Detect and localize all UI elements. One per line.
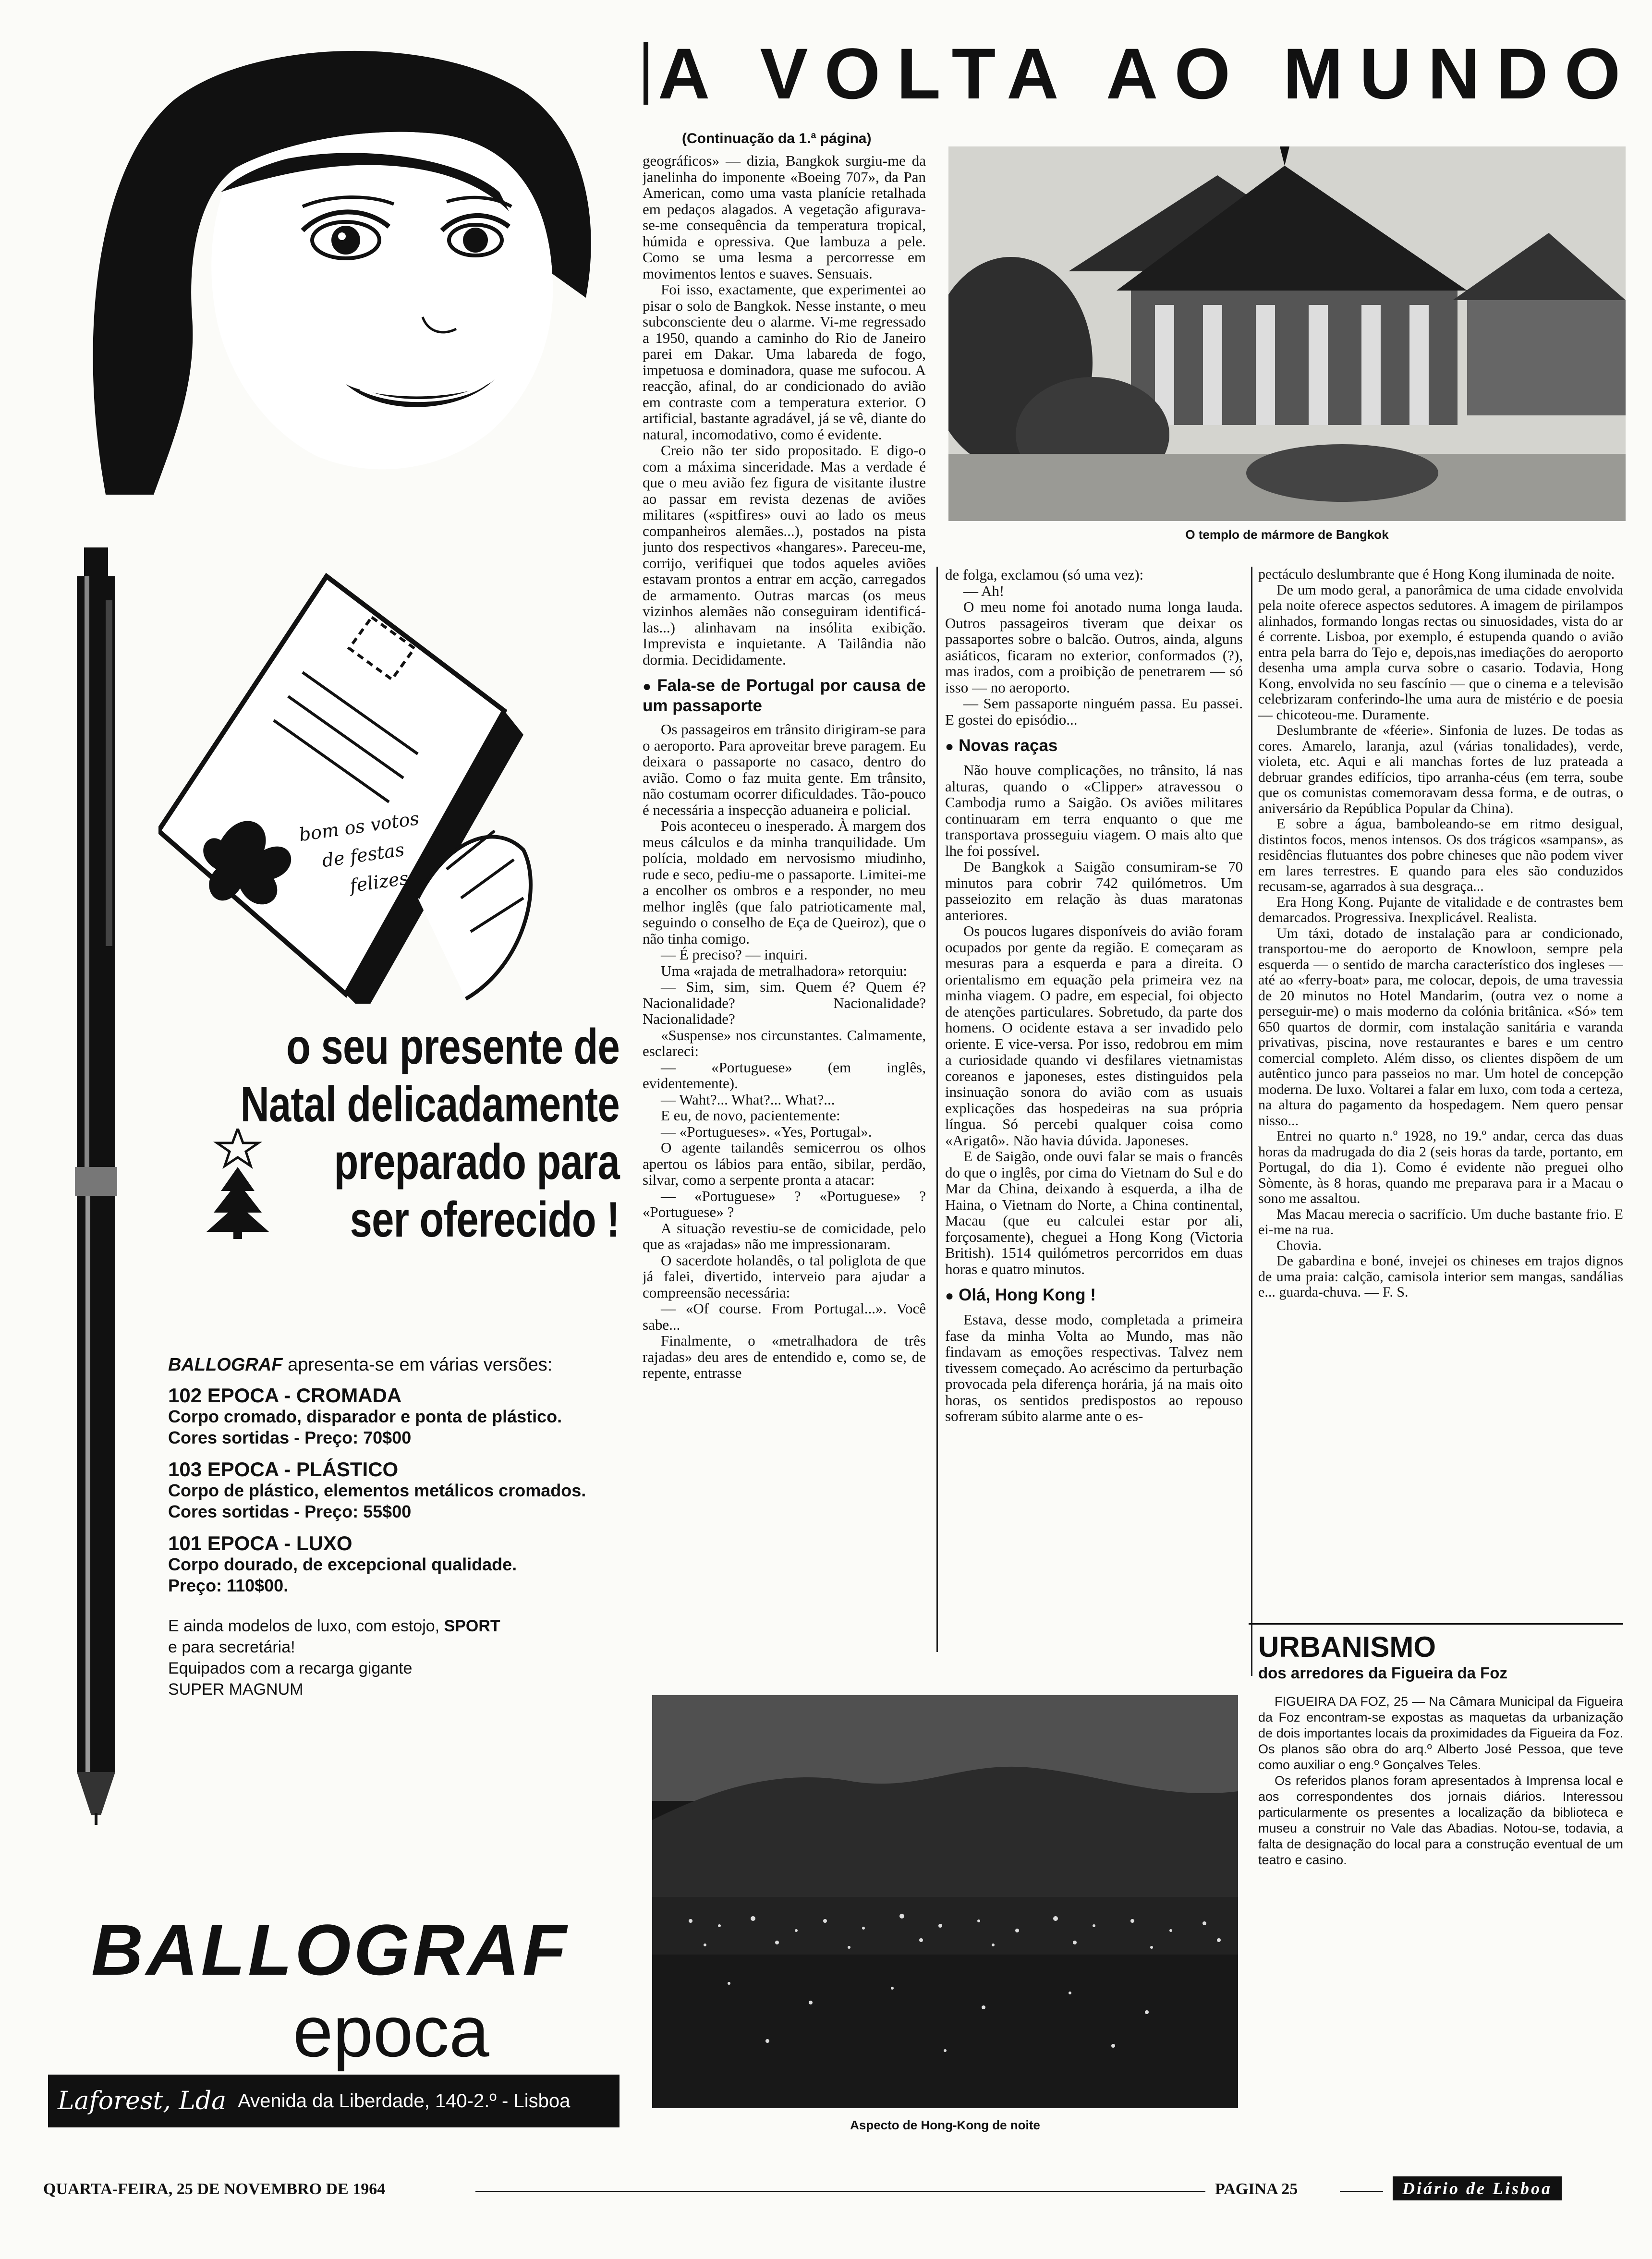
section-heading: ● Novas raças [945,736,1058,755]
paragraph: Uma «rajada de metralhadora» retorquiu: [661,962,907,979]
paragraph: O sacerdote holandês, o tal poliglota de que já falei, divertido, interveio para ajudar a compreensão necessária: [643,1251,926,1301]
urbanismo-rule [1249,1623,1623,1625]
extra-line: Equipados com a recarga gigante [168,1659,413,1677]
pen-illustration [58,547,134,1825]
product-desc: Corpo dourado, de excepcional qualidade. [168,1555,517,1574]
ad-headline-line: o seu presente de [286,1019,620,1075]
ad-headline-line: Natal delicadamente [240,1077,620,1132]
footer-rule [475,2191,1205,2192]
paragraph: Estava, desse modo, completada a primeira fase da minha Volta ao Mundo, mas não findavam as emoções respectivas. Talvez nem tivessem começado. Ao acréscimo da perturbação provocada pela diferença horária, já na mais oito horas, os sentidos predispostos ao repouso sofreram súbito alarme ante o es- [945,1311,1243,1424]
paragraph: Pois aconteceu o inesperado. À margem dos meus cálculos e da minha tranquilidade. Um polícia, moldado em nervosismo miudinho, rude e seco, pediu-me o passaporte. Limitei-me a encolher os ombros e a responder, no meu melhor inglês (que falo patrioticamente mal, seguindo o conselho de Eça de Queiroz), que o não tinha comigo. [643,817,926,947]
paragraph: O meu nome foi anotado numa longa lauda. Outros passageiros tiveram que deixar os passaportes sobre o balcão. Outros, ainda, alguns asiáticos, ficaram no exterior, conformados (?), mas irados, com a proibição de penetrarem — só isso — no aeroporto. [945,598,1243,696]
product-name: 101 EPOCA - LUXO [168,1532,352,1555]
footer-rule [1340,2191,1383,2192]
ad-headline-line: ser oferecido ! [350,1192,620,1248]
paragraph: geográficos» — dizia, Bangkok surgiu-me da janelinha do imponente «Boeing 707», da Pan American, como uma vasta planície retalhada em pedaços alagados. A vegetação afigurava-se-me consequência da temperatura tropical, húmida e opressiva. Que lambuza a pele. Como se uma lesma a percorresse em movimentos lentos e suaves. Sensuais. [643,153,926,282]
paragraph: Foi isso, exactamente, que experimentei ao pisar o solo de Bangkok. Nesse instante, o meu subconsciente deu o alarme. Vi-me regressado a 1950, quando a caminho do Rio de Janeiro parei em Dakar. Uma labareda de fogo, impetuosa e dominadora, quase me sufocou. A reacção, afinal, do ar condicionado do avião em contraste com a temperatura exterior. O artificial, bastante agradável, já se vê, diante do natural, incomodativo, como é evidente. [643,281,926,443]
section-heading: ● Fala-se de Portugal por causa de um passaporte [643,676,926,715]
extra-line: E ainda modelos de luxo, com estojo, [168,1617,440,1635]
paragraph: — Ah! [963,582,1005,599]
product-item [168,1533,620,1596]
product-desc: Corpo de plástico, elementos metálicos cromados. [168,1481,586,1500]
bangkok-temple-photo [948,146,1626,521]
paragraph: pectáculo deslumbrante que é Hong Kong iluminada de noite. [1258,567,1615,582]
column-rule [936,567,938,1652]
photo-caption: Aspecto de Hong-Kong de noite [850,2118,1040,2132]
paragraph: — «Portuguese» ? «Portuguese» ? «Portuguese» ? [643,1187,926,1220]
article-column-3 [1258,567,1623,1614]
paragraph: Um táxi, dotado de instalação para ar condicionado, transportou-me do aeroporto de Knowloon, sempre pela esquerda — o sentido de marcha característico dos ingleses — até ao «ferry-boat» para, me colocar, depois, de uma travessia de 20 minutos no Hotel Mandarim, (outra vez o nome a perseguir-me) o mais moderno da colónia britânica. «Só» tem 650 quartos de dormir, com instalação sanitária e varanda privativas, piscina, nove restaurantes e bares e um centro comercial completo. Além disso, os clientes dispõem de um autêntico junco para passeios no mar. Um hotel de concepção moderna. De luxo. Voltarei a falar em luxo, com toda a certeza, na altura do pagamento da hospedagem. Nem quero pensar nisso... [1258,925,1623,1129]
paragraph: De Bangkok a Saigão consumiram-se 70 minutos para cobrir 742 quilómetros. Um passeiozito em relação às duas maratonas anteriores. [945,858,1243,923]
paragraph: De um modo geral, a panorâmica de uma cidade envolvida pela noite oferece aspectos sedutores. A imagem de pirilampos alinhados, formando longas rectas ou sinuosidades, vista do ar é corrente. Lisboa, por exemplo, é estupenda quando o avião entra pela barra do Tejo e, depois,nas imediações do aeroporto desenha uma ampla curva sobre o casario. Todavia, Hong Kong, envolvida no seu fascínio — que o cinema e a televisão celebrizaram conferindo-lhe uma aura de mistério e de poesia — chicoteou-me. Duramente. [1258,582,1623,723]
urbanismo-article [1258,1630,1623,2131]
paragraph: — Waht?... What?... What?... [661,1091,835,1108]
card-handwriting [297,803,433,906]
column-rule [1251,567,1252,1676]
photo-caption: O templo de mármore de Bangkok [1185,527,1389,542]
paragraph: De gabardina e boné, invejei os chineses em trajos dignos de uma praia: calção, camisola interior sem mangas, sandálias e... guarda-chuva. — F. S. [1258,1253,1623,1300]
paragraph: E de Saigão, onde ouvi falar se mais o francês do que o inglês, por cima do Vietnam do Sul e do Mar da China, deixando à esquerda, a ilha de Haina, o Vietnam do Norte, a China continental, Macau (que eu calculei estar por ali, forçosamente), cheguei a Hong Kong (Victoria British). 1514 quilómetros percorridos em duas horas e quatro minutos. [945,1148,1243,1277]
paragraph: Os passageiros em trânsito dirigiram-se para o aeroporto. Para aproveitar breve paragem. Eu deixara o passaporte no casaco, dentro do avião. Como o faz muita gente. Em trânsito, não costumam ocorrer dificuldades. Tão-pouco é necessária a inspecção aduaneira e policial. [643,721,926,818]
brand-name: BALLOGRAF [168,1355,283,1375]
product-price: Cores sortidas - Preço: 55$00 [168,1502,412,1521]
night-city-image [652,1695,1238,2108]
distributor-address: Avenida da Liberdade, 140-2.º - Lisboa [238,2090,571,2112]
paragraph: Mas Macau merecia o sacrifício. Um duche bastante frio. E ei-me na rua. [1258,1206,1623,1238]
product-list [168,1354,620,1700]
paragraph: Finalmente, o «metralhadora de três rajadas» deu ares de entendido e, como se, de repente, entrasse [643,1332,926,1381]
product-desc: Corpo cromado, disparador e ponta de plástico. [168,1407,562,1426]
footer-date: QUARTA-FEIRA, 25 DE NOVEMBRO DE 1964 [43,2180,386,2198]
page-footer [43,2176,1642,2205]
product-item [168,1385,620,1448]
hong-kong-night-photo [652,1695,1238,2108]
paragraph: Os referidos planos foram apresentados à Imprensa local e aos correspondentes dos jornais diários. Interessou particularmente os presentes a localização da biblioteca e museu a construir no Vale das Abadias. Notou-se, todavia, a falta de designação do local para a construção eventual de um teatro e casino. [1258,1773,1623,1867]
card-handwriting-line: bom os votos [297,807,421,846]
paragraph: O agente tailandês semicerrou os olhos apertou os lábios para então, sibilar, perdão, silvar, como a serpente pronta a atacar: [643,1139,926,1188]
ballograf-logo: BALLOGRAF [91,1909,570,1990]
paragraph: Entrei no quarto n.º 1928, no 19.º andar, cerca das duas horas da madrugada do dia 2 (seis horas da tarde, portanto, em Portugal, do dia 1). Como é evidente não preguei olho Sòmente, às 8 horas, quando me preparava para ir a Macau o sono me assaltou. [1258,1128,1623,1206]
extra-line: e para secretária! [168,1638,295,1656]
product-price: Cores sortidas - Preço: 70$00 [168,1428,412,1447]
paragraph: Deslumbrante de «féerie». Sinfonia de luzes. De todas as cores. Amarelo, laranja, azul (várias tonalidades), verde, violeta, etc. Aqui e ali manchas fortes de luz prateada a debruar grandes edifícios, tipo arranha-céus (em terra, soube que os comunistas comemoravam dessa forma, e de outras, o aniversário da República Popular da China). [1258,722,1623,816]
epoca-logo: epoca [293,1991,489,2072]
paragraph: Chovia. [1276,1237,1322,1253]
paragraph: — «Portugueses». «Yes, Portugal». [661,1123,872,1140]
product-name: 103 EPOCA - PLÁSTICO [168,1458,399,1481]
card-handwriting-line: de festas [320,838,406,872]
distributor-name: Laforest, Lda [58,2087,227,2115]
footer-masthead: Diário de Lisboa [1393,2176,1562,2200]
paragraph: Era Hong Kong. Pujante de vitalidade e de contrastes bem demarcados. Progressiva. Inexplicável. Realista. [1258,894,1623,925]
paragraph: E eu, de novo, pacientemente: [661,1107,840,1124]
extra-line: SUPER MAGNUM [168,1680,304,1699]
christmas-tree-icon [202,1129,274,1239]
paragraph: «Suspense» nos circunstantes. Calmamente, esclareci: [643,1026,926,1059]
paragraph: Não houve complicações, no trânsito, lá nas alturas, quando o «Clipper» atravessou o Cambodja rumo a Saigão. Os aviões militares continuaram em terra enquanto o que me transportava prosseguiu viagem. O mais alto que lhe foi possível. [945,762,1243,859]
paragraph: E sobre a água, bamboleando-se em ritmo desigual, distintos focos, menos intensos. Os dos trágicos «sampans», as residências flutuantes dos pobre chineses que não podem viver em lares terrestres. E quando para eles são conduzidos recusam-se, agarrados à sua desgraça... [1258,816,1623,894]
product-price: Preço: 110$00. [168,1576,289,1595]
product-item [168,1459,620,1522]
paragraph: — É preciso? — inquiri. [661,946,808,963]
urbanismo-subtitle: dos arredores da Figueira da Foz [1258,1664,1507,1682]
distributor-bar [48,2075,620,2127]
paragraph: — Sim, sim, sim. Quem é? Quem é? Nacionalidade? Nacionalidade? Nacionalidade? [643,978,926,1027]
ad-headline-line: preparado para [334,1134,620,1190]
continuation-note: (Continuação da 1.ª página) [682,131,872,146]
footer-page-number: PAGINA 25 [1215,2180,1298,2198]
gift-card-illustration [158,552,552,1004]
extra-models [168,1615,620,1700]
card-handwriting-line: felizes [348,867,410,897]
paragraph: de folga, exclamou (só uma vez): [945,567,1144,583]
urbanismo-title: URBANISMO [1258,1631,1436,1663]
paragraph: FIGUEIRA DA FOZ, 25 — Na Câmara Municipal da Figueira da Foz encontram-se expostas as maquetas da urbanização de dois importantes locais da proximidades da Figueira da Foz. Os planos são obra do arq.º Alberto José Pessoa, que teve como auxiliar o eng.º Gonçalves Teles. [1258,1694,1623,1772]
paragraph: Os poucos lugares disponíveis do avião foram ocupados por gente da região. E começaram as mesuras para a esquerda e para a direita. O orientalismo em equação pela primeira vez na minha viagem. O padre, em especial, foi objecto de atenções particulares. Sobretudo, da parte dos homens. O ocidente estava a ser invadido pelo oriente. E vice-versa. Por isso, redobrou em mim a curiosidade quando vi desfilares vietnamistas coreanos e japoneses, estes distinguidos pela insinuação sonora do avião com as usuais explicações das hospedeiras na sua própria língua. Só percebi qualquer coisa como «Arigatô». Não havia dúvida. Japoneses. [945,923,1243,1149]
ballograf-advertisement [43,48,620,2132]
page-headline: A VOLTA AO MUNDO [644,42,1638,105]
paragraph: — Sem passaporte ninguém passa. Eu passei. E gostei do episódio... [945,695,1243,728]
article-column-2 [945,567,1243,1676]
urbanismo-body [1258,1694,1623,2131]
paragraph: — «Portuguese» (em inglês, evidentemente). [643,1058,926,1092]
product-intro: apresenta-se em várias versões: [288,1355,553,1375]
paragraph: — «Of course. From Portugal...». Você sabe... [643,1300,926,1333]
sport-label: SPORT [444,1617,500,1635]
section-heading: ● Olá, Hong Kong ! [945,1286,1096,1304]
paragraph: A situação revestiu-se de comicidade, pelo que as «rajadas» não me impressionaram. [643,1219,926,1252]
temple-image [948,146,1626,521]
woman-face-illustration [77,48,605,495]
product-name: 102 EPOCA - CROMADA [168,1384,402,1407]
paragraph: Creio não ter sido propositado. E digo-o com a máxima sinceridade. Mas a verdade é que o meu avião fez figura de visitante ilustre ao passar em revista dezenas de aviões militares («spitfires» ouvi ao lado os meus companheiros alemães...), postados na pista junto dos respectivos «hangares». Pareceu-me, corrijo, verifiquei que todos aqueles aviões estavam prontos a entrar em acção, carregados de armamento. Outras marcas (os meus vizinhos alemães não conseguiram identificá-las...) alinhavam na insólita exibição. Imprevista e inquietante. A Tailândia não dormia. Decididamente. [643,442,926,668]
